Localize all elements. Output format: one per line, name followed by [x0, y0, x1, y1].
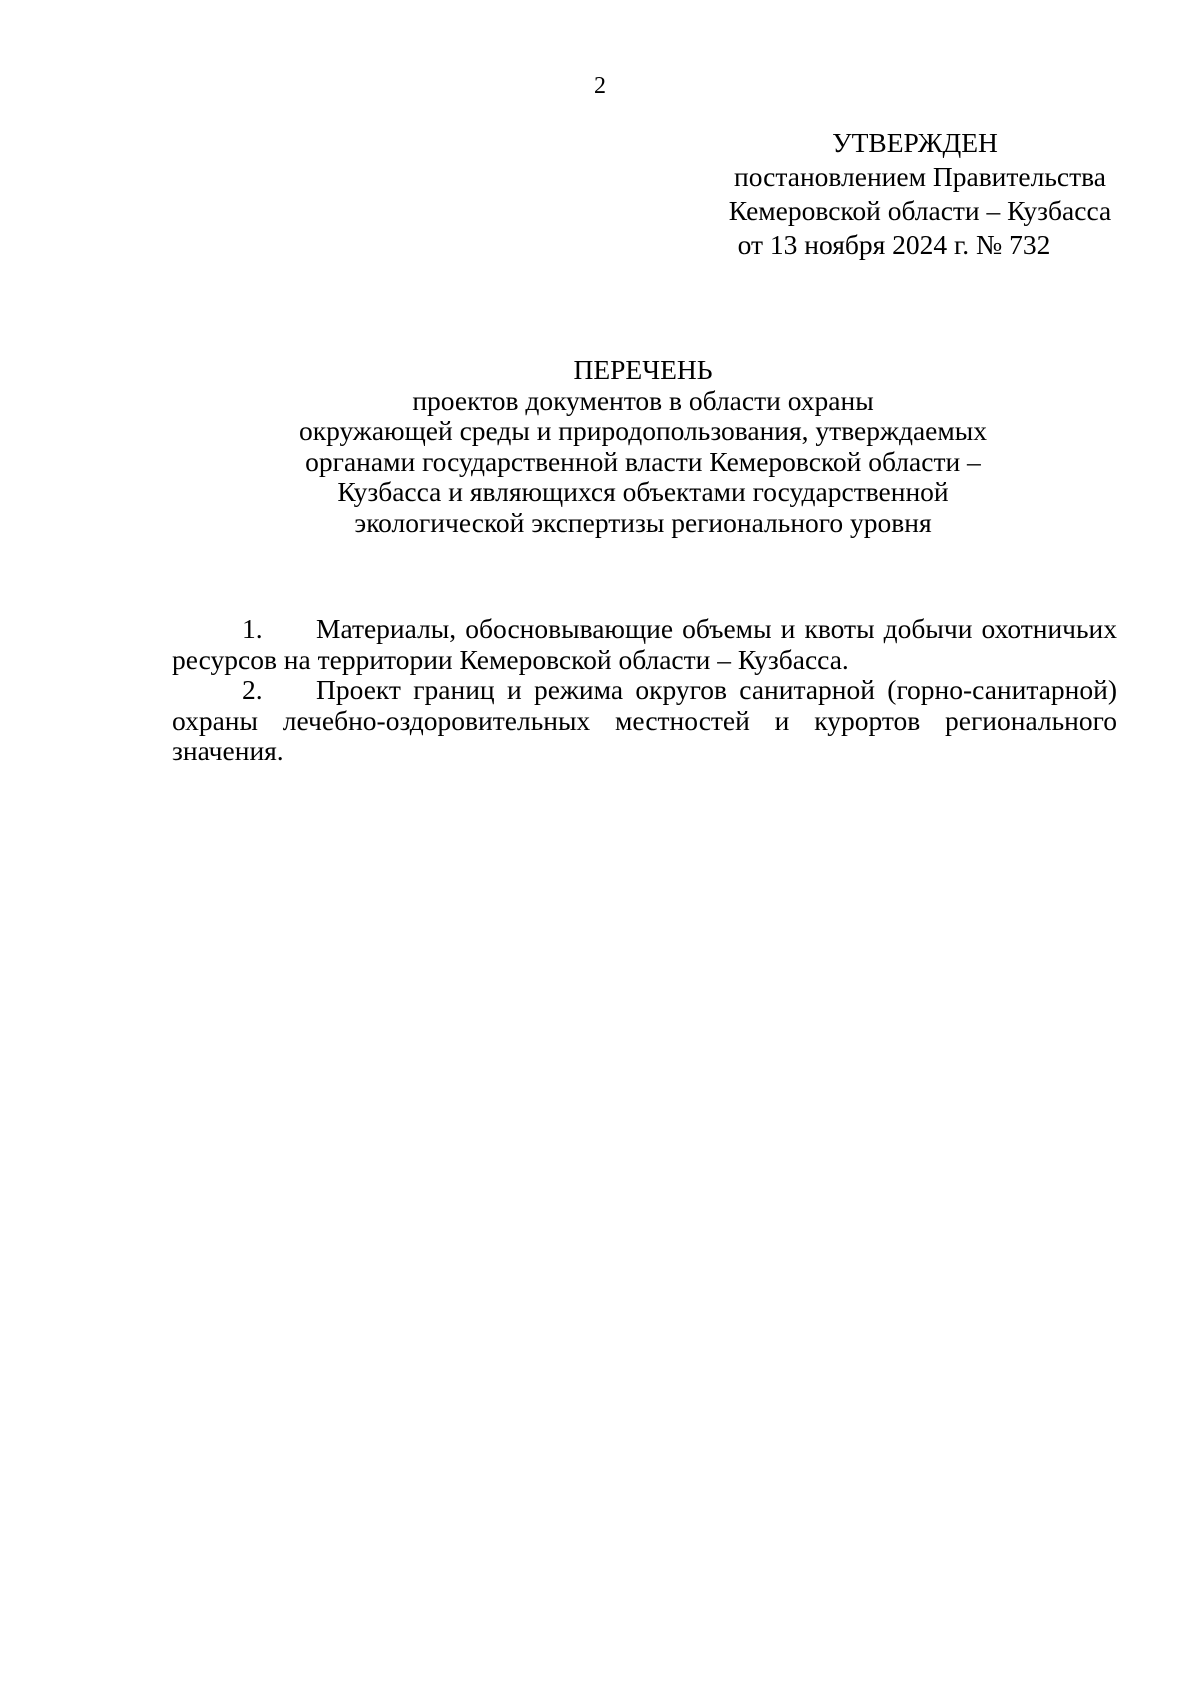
heading-line-2: окружающей среды и природопользования, утверждаемых [298, 415, 988, 446]
approval-block [700, 126, 1140, 262]
approval-line-1: постановлением Правительства [734, 161, 1106, 192]
approval-line-2: Кемеровской области – Кузбасса [728, 195, 1112, 226]
list-item-number: 1. [242, 613, 263, 644]
list-item-1 [172, 614, 1117, 675]
heading-line-4: Кузбасса и являющихся объектами государственной [337, 476, 949, 507]
list-item-text: Материалы, обосновывающие объемы и квоты добычи охотничьих ресурсов на территории Кемеровской области – Кузбасса. [172, 613, 1117, 675]
heading-title: ПЕРЕЧЕНЬ [573, 354, 713, 385]
list-item-text: Проект границ и режима округов санитарной (горно-санитарной) охраны лечебно-оздоровительных местностей и курортов регионального значения. [172, 674, 1117, 766]
list-item-2 [172, 675, 1117, 767]
heading-line-1: проектов документов в области охраны [412, 384, 874, 416]
list-item-number: 2. [242, 674, 263, 705]
approval-status: УТВЕРЖДЕН [832, 127, 998, 158]
document-body [172, 614, 1117, 767]
heading-line-3: органами государственной власти Кемеровской области – [305, 445, 981, 477]
document-heading [170, 355, 1116, 538]
heading-line-5: экологической экспертизы регионального уровня [354, 506, 932, 538]
page-number: 2 [594, 73, 606, 99]
approval-date-line: от 13 ноября 2024 г. № 732 [737, 229, 1051, 260]
